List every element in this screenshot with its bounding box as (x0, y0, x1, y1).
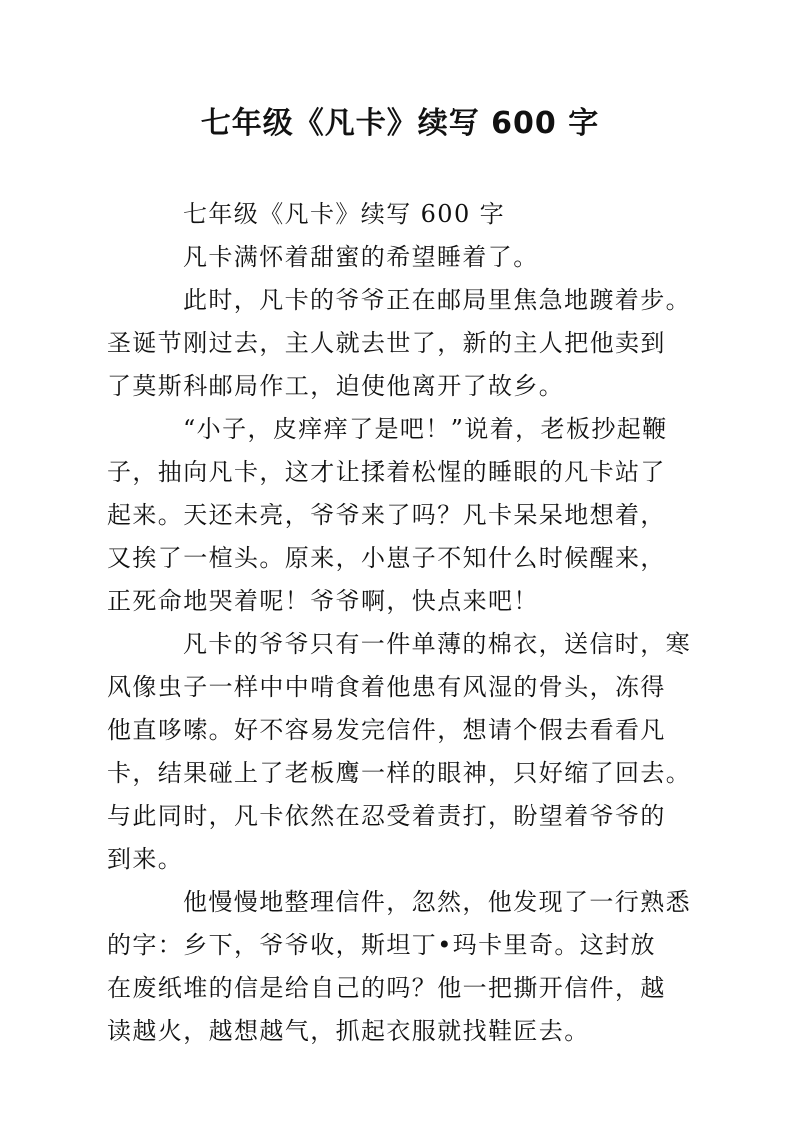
text-line: 他慢慢地整理信件，忽然，他发现了一行熟悉 (183, 888, 691, 916)
text-line: 在废纸堆的信是给自己的吗？他一把撕开信件，越 (107, 974, 666, 1002)
text-line: 此时，凡卡的爷爷正在邮局里焦急地踱着步。 (183, 286, 691, 314)
paragraph (107, 236, 707, 279)
text-line: “小子，皮痒痒了是吧！”说着，老板抄起鞭 (183, 415, 668, 443)
text-line: 了莫斯科邮局作工，迫使他离开了故乡。 (107, 372, 565, 400)
text-line: 凡卡满怀着甜蜜的希望睡着了。 (183, 243, 539, 271)
document-title: 七年级《凡卡》续写 600 字 (200, 106, 600, 141)
paragraph (107, 881, 707, 1053)
text-line: 他直哆嗦。好不容易发完信件，想请个假去看看凡 (107, 716, 666, 744)
text-line: 与此同时，凡卡依然在忍受着责打，盼望着爷爷的 (107, 802, 666, 830)
text-line: 子，抽向凡卡，这才让揉着松惺的睡眼的凡卡站了 (107, 458, 666, 486)
text-line: 凡卡的爷爷只有一件单薄的棉衣，送信时，寒 (183, 630, 691, 658)
text-line: 卡，结果碰上了老板鹰一样的眼神，只好缩了回去。 (107, 759, 692, 787)
text-line: 又挨了一楦头。原来，小崽子不知什么时候醒来， (107, 544, 666, 572)
document-body (107, 193, 707, 1053)
text-line: 的字：乡下，爷爷收，斯坦丁•玛卡里奇。这封放 (107, 931, 656, 959)
paragraph (107, 193, 707, 236)
text-line: 读越火，越想越气，抓起衣服就找鞋匠去。 (107, 1017, 590, 1045)
paragraph (107, 408, 707, 623)
text-line: 七年级《凡卡》续写 600 字 (183, 200, 506, 228)
text-line: 风像虫子一样中中啃食着他患有风湿的骨头，冻得 (107, 673, 666, 701)
paragraph (107, 623, 707, 881)
text-line: 圣诞节刚过去，主人就去世了，新的主人把他卖到 (107, 329, 666, 357)
paragraph (107, 279, 707, 408)
text-line: 正死命地哭着呢！爷爷啊，快点来吧！ (107, 587, 539, 615)
text-line: 起来。天还未亮，爷爷来了吗？凡卡呆呆地想着， (107, 501, 666, 529)
text-line: 到来。 (107, 845, 184, 873)
